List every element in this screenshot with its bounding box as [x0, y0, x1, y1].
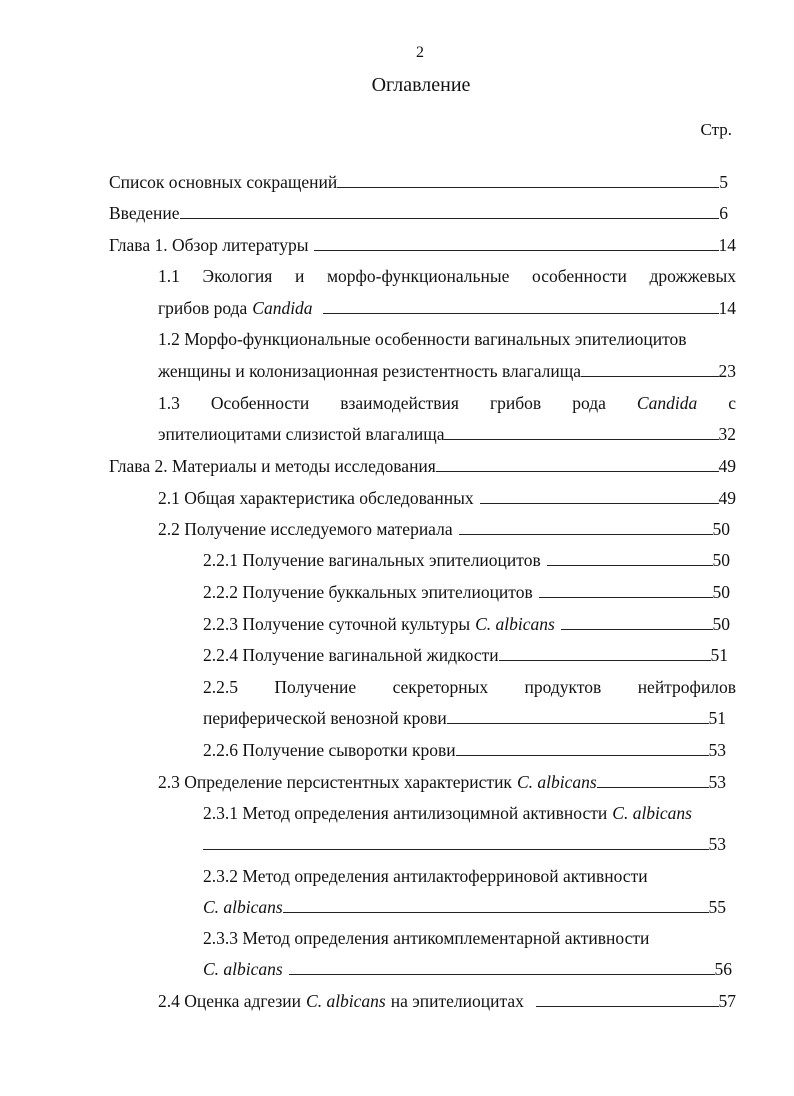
- toc-entry-1-3-line2[interactable]: [158, 422, 736, 446]
- toc-entry-label-after: на эпителиоцитах: [390, 991, 524, 1011]
- toc-entry-2-2-5-line2[interactable]: [203, 706, 726, 730]
- toc-entry-label: 2.3.2 Метод определения антилактоферриновой активности: [203, 866, 648, 886]
- toc-word: 1.3: [158, 393, 180, 413]
- toc-entry-chapter-2[interactable]: [109, 454, 736, 478]
- toc-entry-page: 50: [712, 614, 730, 634]
- toc-entry-1-2-line2[interactable]: [158, 359, 736, 383]
- toc-entry-chapter-1[interactable]: [109, 233, 736, 257]
- leader-line: [499, 660, 711, 661]
- leader-line: [436, 471, 719, 472]
- page-column-label: Стр.: [700, 120, 732, 139]
- toc-word: взаимодействия: [340, 393, 459, 413]
- toc-entry-2-2-3[interactable]: [203, 612, 730, 636]
- toc-entry-label: 2.2.2 Получение буккальных эпителиоцитов: [203, 582, 533, 602]
- toc-entry-page: 53: [708, 772, 726, 792]
- leader-line: [289, 974, 715, 975]
- toc-word: дрожжевых: [649, 266, 736, 286]
- toc-entry-2-3[interactable]: [158, 770, 726, 794]
- toc-entry-page: 53: [708, 834, 726, 854]
- toc-entry-page: 32: [718, 424, 736, 444]
- toc-entry-label: эпителиоцитами слизистой влагалища: [158, 424, 445, 444]
- leader-line: [444, 439, 718, 440]
- leader-line: [539, 597, 713, 598]
- leader-line: [314, 250, 718, 251]
- leader-line: [581, 376, 719, 377]
- toc-word: Экология: [202, 266, 273, 286]
- toc-entry-2-3-1-line1[interactable]: [203, 801, 736, 825]
- toc-entry-2-3-3-line1[interactable]: [203, 926, 736, 950]
- toc-entry-label: 2.4 Оценка адгезии: [158, 991, 302, 1011]
- toc-entry-2-3-2-line2[interactable]: [203, 895, 726, 919]
- toc-entry-label: 2.2 Получение исследуемого материала: [158, 519, 453, 539]
- toc-entry-page: 55: [708, 897, 726, 917]
- toc-entry-1-1-line2[interactable]: [158, 296, 736, 320]
- toc-entry-page: 23: [718, 361, 736, 381]
- leader-line: [456, 755, 709, 756]
- toc-entry-label: 2.3.3 Метод определения антикомплементарной активности: [203, 928, 650, 948]
- toc-entry-label: 2.2.1 Получение вагинальных эпителиоцитов: [203, 550, 541, 570]
- toc-entry-2-4[interactable]: [158, 989, 736, 1013]
- toc-entry-2-2-6[interactable]: [203, 738, 726, 762]
- toc-word: Особенности: [210, 393, 310, 413]
- toc-entry-page: 57: [718, 991, 736, 1011]
- leader-line: [337, 187, 719, 188]
- toc-entry-2-2-2[interactable]: [203, 580, 730, 604]
- toc-word: нейтрофилов: [637, 677, 736, 697]
- toc-entry-label: Глава 2. Материалы и методы исследования: [109, 456, 436, 476]
- toc-entry-italic: C. albicans: [203, 897, 283, 917]
- toc-entry-page: 56: [714, 959, 732, 979]
- toc-entry-2-3-3-line2[interactable]: [203, 957, 732, 981]
- toc-word: 2.2.5: [203, 677, 238, 697]
- toc-entry-page: 53: [708, 740, 726, 760]
- toc-entry-label: Список основных сокращений: [109, 172, 338, 192]
- leader-line: [561, 629, 713, 630]
- toc-entry-italic: C. albicans: [203, 959, 283, 979]
- toc-word: с: [728, 393, 736, 413]
- toc-entry-1-1-line1[interactable]: [158, 264, 736, 288]
- leader-line: [597, 787, 709, 788]
- page-number: 2: [416, 44, 424, 61]
- toc-entry-page: 51: [708, 708, 726, 728]
- toc-entry-introduction[interactable]: [109, 201, 728, 225]
- toc-entry-label: 2.2.3 Получение суточной культуры: [203, 614, 471, 634]
- toc-entry-label: Глава 1. Обзор литературы: [109, 235, 309, 255]
- toc-entry-label: 2.1 Общая характеристика обследованных: [158, 488, 474, 508]
- toc-entry-italic: C. albicans: [516, 772, 597, 792]
- toc-entry-1-2-line1[interactable]: [158, 327, 736, 351]
- toc-entry-page: 49: [718, 488, 736, 508]
- toc-entry-page: 6: [719, 203, 728, 223]
- toc-word: 1.1: [158, 266, 180, 286]
- toc-word: особенности: [532, 266, 627, 286]
- toc-entry-italic: C. albicans: [475, 614, 555, 634]
- toc-entry-label: Введение: [109, 203, 180, 223]
- toc-word: секреторных: [392, 677, 489, 697]
- page-title: Оглавление: [371, 74, 471, 96]
- toc-entry-italic: C. albicans: [612, 803, 692, 823]
- toc-entry-label: грибов рода: [158, 298, 248, 318]
- toc-entry-page: 5: [719, 172, 728, 192]
- toc-entry-label: 2.3 Определение персистентных характеристик: [158, 772, 512, 792]
- toc-word: Получение: [274, 677, 357, 697]
- leader-line: [180, 218, 720, 219]
- toc-entry-label: 2.3.1 Метод определения антилизоцимной активности: [203, 803, 608, 823]
- leader-line: [536, 1006, 719, 1007]
- leader-line: [203, 849, 709, 850]
- toc-entry-label: 2.2.4 Получение вагинальной жидкости: [203, 645, 499, 665]
- toc-entry-2-2-5-line1[interactable]: [203, 675, 736, 699]
- toc-entry-label: 1.2 Морфо-функциональные особенности вагинальных эпителиоцитов: [158, 329, 687, 349]
- toc-entry-label: периферической венозной крови: [203, 708, 447, 728]
- toc-entry-italic: Candida: [252, 298, 313, 318]
- toc-entry-abbreviations[interactable]: [109, 170, 728, 194]
- leader-line: [323, 313, 719, 314]
- leader-line: [283, 912, 709, 913]
- leader-line: [459, 534, 713, 535]
- toc-word-italic: Candida: [636, 393, 698, 413]
- toc-word: морфо-функциональные: [326, 266, 510, 286]
- toc-entry-page: 49: [718, 456, 736, 476]
- toc-entry-italic: C. albicans: [306, 991, 386, 1011]
- toc-entry-page: 51: [710, 645, 728, 665]
- leader-line: [480, 503, 719, 504]
- toc-word: и: [294, 266, 305, 286]
- toc-entry-page: 50: [712, 519, 730, 539]
- toc-entry-2-2-1[interactable]: [203, 548, 730, 572]
- toc-entry-label: женщины и колонизационная резистентность влагалища: [158, 361, 581, 381]
- toc-entry-2-2[interactable]: [158, 517, 730, 541]
- leader-line: [547, 565, 713, 566]
- toc-entry-page: 50: [712, 550, 730, 570]
- toc-entry-page: 14: [718, 235, 736, 255]
- toc-entry-1-3-line1[interactable]: [158, 391, 736, 415]
- toc-entry-2-1[interactable]: [158, 486, 736, 510]
- leader-line: [447, 723, 709, 724]
- toc-entry-page: 50: [712, 582, 730, 602]
- toc-word: продуктов: [524, 677, 602, 697]
- toc-entry-page: 14: [718, 298, 736, 318]
- toc-entry-2-3-2-line1[interactable]: [203, 864, 736, 888]
- toc-entry-2-3-1-line2[interactable]: [203, 832, 726, 856]
- toc-entry-2-2-4[interactable]: [203, 643, 728, 667]
- toc-entry-label: 2.2.6 Получение сыворотки крови: [203, 740, 456, 760]
- toc-word: рода: [572, 393, 606, 413]
- toc-word: грибов: [489, 393, 542, 413]
